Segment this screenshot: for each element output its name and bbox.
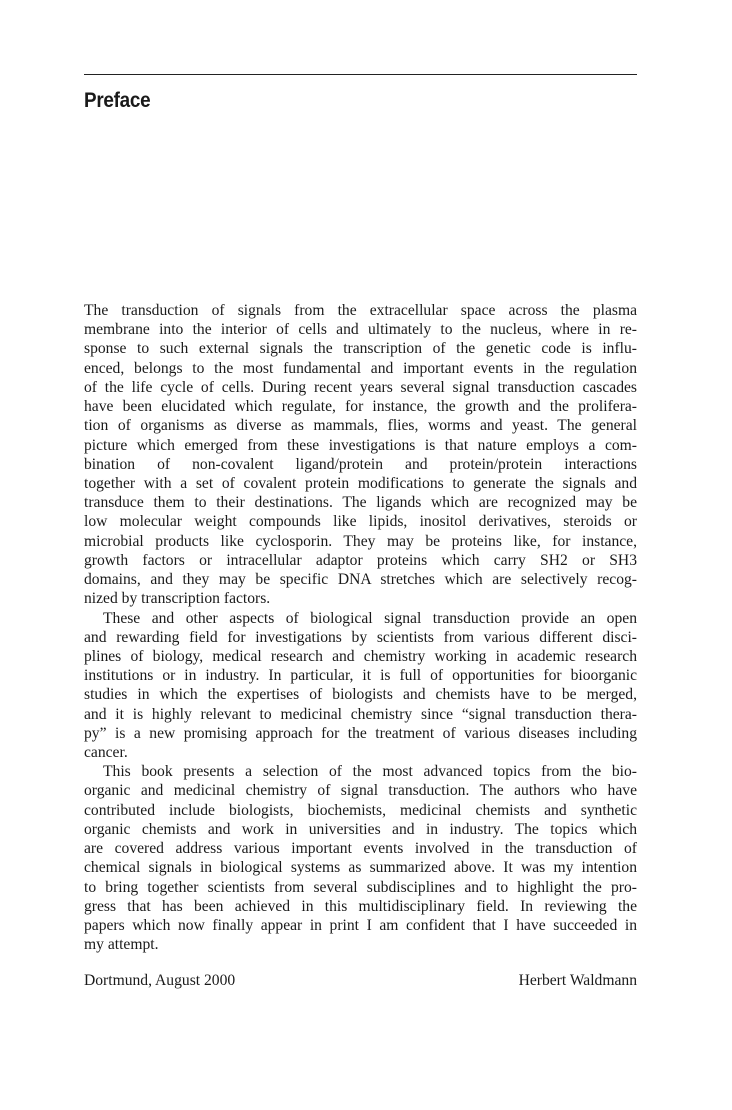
header-rule: [84, 74, 637, 75]
text-line: studies in which the expertises of biologists and chemists have to be merged,: [84, 686, 637, 704]
text-line: low molecular weight compounds like lipids, inositol derivatives, steroids or: [84, 513, 637, 531]
text-line: are covered address various important events involved in the transduction of: [84, 840, 637, 858]
body-text: [84, 301, 637, 954]
text-line: gress that has been achieved in this multidisciplinary field. In reviewing the: [84, 897, 637, 915]
text-line: plines of biology, medical research and chemistry working in academic research: [84, 647, 637, 665]
text-line: cancer.: [84, 744, 128, 762]
text-line: organic chemists and work in universities and in industry. The topics which: [84, 820, 637, 838]
text-line: have been elucidated which regulate, for instance, the growth and the prolifera-: [84, 398, 637, 416]
text-line: bination of non-covalent ligand/protein and protein/protein interactions: [84, 455, 637, 473]
text-line: chemical signals in biological systems as summarized above. It was my intention: [84, 859, 637, 877]
text-line: enced, belongs to the most fundamental and important events in the regulation: [84, 359, 637, 377]
paragraph-1: [84, 301, 637, 609]
text-line: tion of organisms as diverse as mammals, flies, worms and yeast. The general: [84, 417, 637, 435]
page-title: Preface: [84, 89, 151, 112]
text-line: membrane into the interior of cells and ultimately to the nucleus, where in re-: [84, 321, 637, 339]
text-line: of the life cycle of cells. During recent years several signal transduction cascades: [84, 378, 637, 396]
text-line: together with a set of covalent protein modifications to generate the signals and: [84, 474, 637, 492]
author-name: Herbert Waldmann: [518, 972, 637, 989]
text-line: to bring together scientists from several subdisciplines and to highlight the pro-: [84, 878, 637, 896]
text-line: contributed include biologists, biochemists, medicinal chemists and synthetic: [84, 801, 637, 819]
text-line: The transduction of signals from the extracellular space across the plasma: [84, 302, 637, 319]
place-date: Dortmund, August 2000: [84, 972, 236, 989]
text-line: institutions or in industry. In particular, it is full of opportunities for bioorganic: [84, 667, 637, 685]
text-line: my attempt.: [84, 936, 159, 954]
paragraph-2: [84, 609, 637, 763]
text-line: organic and medicinal chemistry of signal transduction. The authors who have: [84, 782, 637, 800]
text-line: microbial products like cyclosporin. They may be proteins like, for instance,: [84, 532, 637, 550]
text-line: These and other aspects of biological signal transduction provide an open: [103, 609, 637, 627]
text-line: py” is a new promising approach for the treatment of various diseases including: [84, 724, 637, 742]
text-line: This book presents a selection of the most advanced topics from the bio-: [103, 763, 637, 781]
text-line: and rewarding field for investigations by scientists from various different disci-: [84, 628, 637, 646]
signature-block: [84, 972, 637, 990]
text-line: nized by transcription factors.: [84, 590, 271, 608]
text-line: picture which emerged from these investigations is that nature employs a com-: [84, 436, 637, 454]
paragraph-3: [84, 762, 637, 954]
text-line: domains, and they may be specific DNA stretches which are selectively recog-: [84, 571, 637, 589]
text-line: sponse to such external signals the transcription of the genetic code is influ-: [84, 340, 637, 358]
text-line: transduce them to their destinations. The ligands which are recognized may be: [84, 494, 637, 512]
text-line: and it is highly relevant to medicinal chemistry since “signal transduction thera-: [84, 705, 637, 723]
text-line: papers which now finally appear in print I am confident that I have succeeded in: [84, 917, 637, 934]
text-line: growth factors or intracellular adaptor proteins which carry SH2 or SH3: [84, 551, 637, 569]
